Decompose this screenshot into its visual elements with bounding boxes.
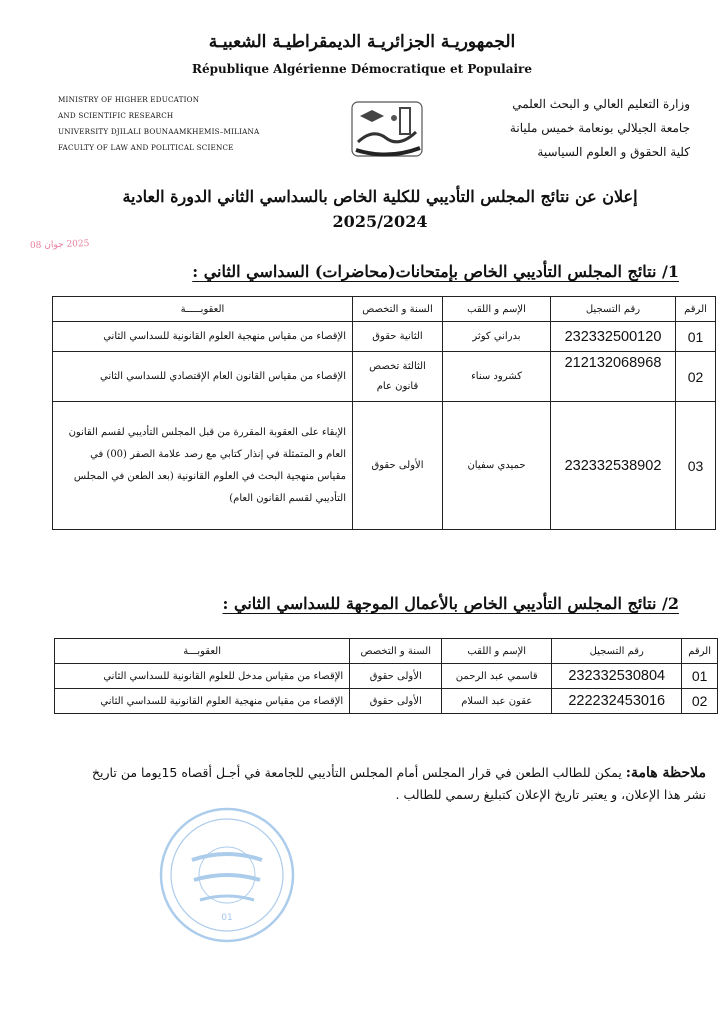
penalty: الإقصاء من مقياس منهجية العلوم القانونية للسداسي الثاني — [53, 322, 353, 352]
header-english-line: AND SCIENTIFIC RESEARCH — [58, 111, 174, 120]
header-english-line: MINISTRY OF HIGHER EDUCATION — [58, 95, 200, 104]
year-specialty: الأولى حقوق — [353, 402, 443, 530]
official-seal-graphic — [152, 800, 302, 950]
header-arabic-line: وزارة التعليم العالي و البحث العلمي — [512, 97, 690, 111]
row-number: 03 — [676, 402, 716, 530]
header-arabic-line: كلية الحقوق و العلوم السياسية — [537, 145, 690, 159]
section-2-table — [54, 638, 718, 714]
column-header: السنة و التخصص — [350, 639, 442, 664]
column-header: الرقم — [676, 297, 716, 322]
header-arabic-block — [450, 92, 690, 164]
year-specialty: الأولى حقوق — [350, 689, 442, 714]
announcement-year: 2025/2024 — [332, 212, 428, 231]
row-number: 01 — [682, 664, 718, 689]
table-header-row — [55, 639, 718, 664]
note-text-2: نشر هذا الإعلان، و يعتبر تاريخ الإعلان كتبليغ رسمي للطالب . — [395, 787, 706, 802]
penalty: الإبقاء على العقوبة المقررة من قبل المجلس التأديبي لقسم القانون العام و المتمثلة في إنذار كتابي مع رصد علامة الصفر (00) في مقياس منهجية البحث في العلوم القانونية (بعد الطعن في المجلس التأديبي لقسم القانون العام) — [53, 402, 353, 530]
penalty: الإقصاء من مقياس منهجية العلوم القانونية للسداسي الثاني — [55, 689, 350, 714]
table-row — [53, 402, 716, 530]
important-note — [6, 762, 706, 806]
table-row — [53, 352, 716, 402]
student-name: كشرود سناء — [443, 352, 551, 402]
section-2-heading: 2/ نتائج المجلس التأديبي الخاص بالأعمال الموجهة للسداسي الثاني : — [222, 594, 679, 613]
student-name: قاسمي عبد الرحمن — [442, 664, 552, 689]
note-line-1 — [6, 762, 706, 784]
year-specialty: الأولى حقوق — [350, 664, 442, 689]
column-header: الإسم و اللقب — [442, 639, 552, 664]
header-english-line: FACULTY OF LAW AND POLITICAL SCIENCE — [58, 143, 234, 152]
row-number: 02 — [676, 352, 716, 402]
penalty: الإقصاء من مقياس القانون العام الإقتصادي للسداسي الثاني — [53, 352, 353, 402]
republic-name-arabic: الجمهوريـة الجزائريـة الديمقراطيـة الشعبيـة — [208, 32, 516, 52]
section-1-table — [52, 296, 716, 530]
column-header: السنة و التخصص — [353, 297, 443, 322]
column-header: رقم التسجيل — [551, 297, 676, 322]
column-header: الرقم — [682, 639, 718, 664]
year-specialty: الثانية حقوق — [353, 322, 443, 352]
note-text-1: يمكن للطالب الطعن في قرار المجلس أمام المجلس التأديبي للجامعة في أجـل أقصاه 15يوما من تاريخ — [91, 765, 626, 780]
header-english-block — [58, 92, 308, 156]
registration-number: 232332530804 — [552, 664, 682, 689]
row-number: 01 — [676, 322, 716, 352]
university-logo — [338, 98, 436, 160]
year-specialty: الثالثة تخصص قانون عام — [353, 352, 443, 402]
row-number: 02 — [682, 689, 718, 714]
column-header: العقوبـــــة — [53, 297, 353, 322]
student-name: عقون عبد السلام — [442, 689, 552, 714]
table-row — [55, 664, 718, 689]
column-header: الإسم و اللقب — [443, 297, 551, 322]
university-logo-graphic — [338, 98, 436, 160]
student-name: بدراني كوثر — [443, 322, 551, 352]
announcement-title: إعلان عن نتائج المجلس التأديبي للكلية الخاص بالسداسي الثاني الدورة العادية — [122, 187, 638, 206]
registration-number: 232332500120 — [551, 322, 676, 352]
svg-text:01: 01 — [221, 913, 233, 923]
table-header-row — [53, 297, 716, 322]
date-stamp: 2025 جوان 08 — [29, 238, 90, 252]
table-row — [55, 689, 718, 714]
note-label: ملاحظة هامة: — [625, 765, 706, 781]
column-header: رقم التسجيل — [552, 639, 682, 664]
penalty: الإقصاء من مقياس مدخل للعلوم القانونية للسداسي الثاني — [55, 664, 350, 689]
table-row — [53, 322, 716, 352]
header-english-line: UNIVERSITY DJILALI BOUNAAMKHEMIS–MILIANA — [58, 127, 260, 136]
registration-number: 222232453016 — [552, 689, 682, 714]
student-name: حميدي سفيان — [443, 402, 551, 530]
header-arabic-line: جامعة الجيلالي بونعامة خميس مليانة — [509, 121, 690, 135]
official-seal — [152, 800, 302, 950]
republic-name-french: République Algérienne Démocratique et Populaire — [191, 62, 533, 76]
section-1-heading: 1/ نتائج المجلس التأديبي الخاص بإمتحانات(محاضرات) السداسي الثاني : — [192, 262, 679, 281]
column-header: العقوبـــة — [55, 639, 350, 664]
registration-number: 232332538902 — [551, 402, 676, 530]
registration-number: 212132068968 — [551, 352, 676, 402]
